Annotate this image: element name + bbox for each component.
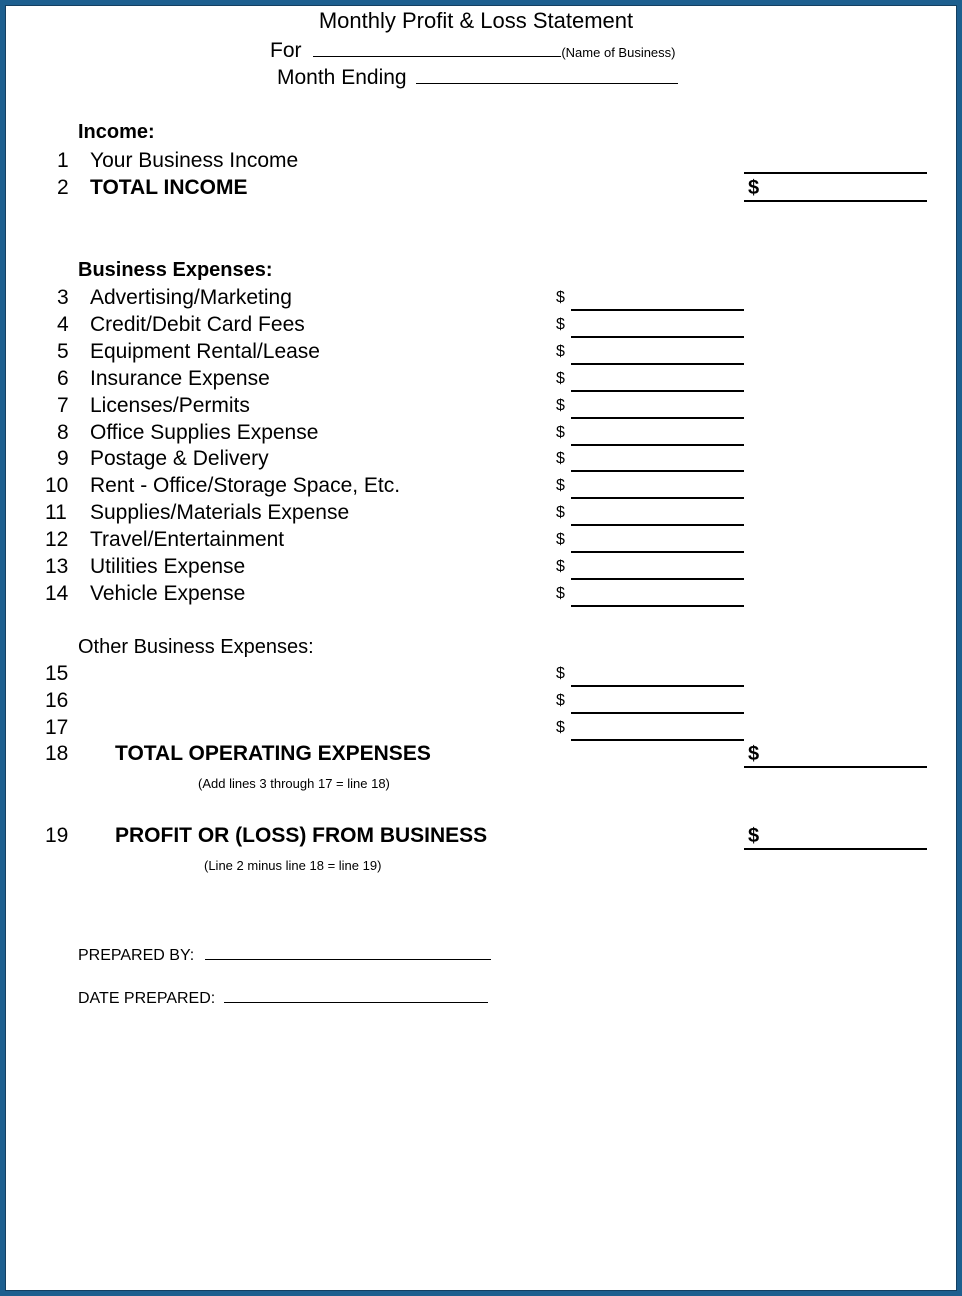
expense-currency: $ [556,316,565,333]
expense-amount-field[interactable] [571,578,744,580]
expense-currency: $ [556,424,565,441]
expense-label: Vehicle Expense [90,582,246,605]
expense-currency: $ [556,397,565,414]
for-label: For [270,39,302,62]
expense-currency: $ [556,343,565,360]
expense-label: Advertising/Marketing [90,286,292,309]
line-number: 7 [57,394,69,417]
expense-label: Licenses/Permits [90,394,250,417]
expense-amount-field[interactable] [571,417,744,419]
expense-amount-field[interactable] [571,605,744,607]
line-number: 5 [57,340,69,363]
income-field-line[interactable] [744,172,927,174]
line-number: 16 [45,689,69,712]
expense-label: Utilities Expense [90,555,246,578]
date-prepared-row [78,988,488,1008]
line-number: 13 [45,555,69,578]
expense-currency: $ [556,558,565,575]
profit-loss-currency: $ [748,825,760,847]
line-number: 4 [57,313,69,336]
line-number: 10 [45,474,69,497]
month-ending-row [277,66,678,90]
income-row-label: Your Business Income [90,149,299,172]
expense-currency: $ [556,477,565,494]
business-name-hint: (Name of Business) [561,45,676,60]
line-number: 6 [57,367,69,390]
line-number: 2 [57,176,69,199]
total-income-label: TOTAL INCOME [90,176,248,199]
expense-amount-field[interactable] [571,470,744,472]
other-expense-amount-field[interactable] [571,712,744,714]
expense-currency: $ [556,504,565,521]
line-number: 9 [57,447,69,470]
total-operating-note: (Add lines 3 through 17 = line 18) [198,776,390,791]
expense-label: Rent - Office/Storage Space, Etc. [90,474,401,497]
other-expense-amount-field[interactable] [571,685,744,687]
business-expenses-heading: Business Expenses: [78,259,273,281]
expense-currency: $ [556,450,565,467]
business-name-field[interactable] [313,40,561,57]
other-expense-currency: $ [556,692,565,709]
expense-amount-field[interactable] [571,497,744,499]
expense-amount-field[interactable] [571,444,744,446]
other-expense-currency: $ [556,719,565,736]
expense-amount-field[interactable] [571,551,744,553]
expense-label: Credit/Debit Card Fees [90,313,305,336]
expense-label: Insurance Expense [90,367,270,390]
month-ending-label: Month Ending [277,66,407,89]
expense-label: Postage & Delivery [90,447,269,470]
expense-amount-field[interactable] [571,524,744,526]
line-number: 8 [57,421,69,444]
line-number: 1 [57,149,69,172]
page-title: Monthly Profit & Loss Statement [318,8,634,33]
line-number: 18 [45,742,69,765]
total-operating-field[interactable] [744,766,927,768]
expense-currency: $ [556,370,565,387]
other-expenses-heading: Other Business Expenses: [78,636,314,658]
prepared-by-label: PREPARED BY: [78,947,195,964]
expense-label: Travel/Entertainment [90,528,285,551]
expense-amount-field[interactable] [571,309,744,311]
date-prepared-label: DATE PREPARED: [78,990,216,1007]
total-operating-currency: $ [748,743,760,765]
expense-currency: $ [556,531,565,548]
expense-currency: $ [556,289,565,306]
total-income-field[interactable] [744,200,927,202]
line-number: 11 [45,501,67,524]
total-operating-expenses-label: TOTAL OPERATING EXPENSES [115,742,431,765]
line-number: 14 [45,582,69,605]
profit-loss-field[interactable] [744,848,927,850]
profit-loss-label: PROFIT OR (LOSS) FROM BUSINESS [115,824,488,847]
other-expense-currency: $ [556,665,565,682]
expense-amount-field[interactable] [571,336,744,338]
expense-label: Equipment Rental/Lease [90,340,320,363]
month-ending-field[interactable] [416,67,678,84]
line-number: 19 [45,824,69,847]
other-expense-amount-field[interactable] [571,739,744,741]
expense-label: Office Supplies Expense [90,421,319,444]
line-number: 17 [45,716,69,739]
line-number: 3 [57,286,69,309]
expense-amount-field[interactable] [571,390,744,392]
expense-amount-field[interactable] [571,363,744,365]
expense-label: Supplies/Materials Expense [90,501,350,524]
prepared-by-row [78,945,491,965]
total-income-currency: $ [748,177,760,199]
date-prepared-field[interactable] [224,988,488,1003]
expense-currency: $ [556,585,565,602]
line-number: 12 [45,528,69,551]
profit-loss-note: (Line 2 minus line 18 = line 19) [204,858,382,873]
income-heading: Income: [78,121,155,143]
for-row [270,39,676,63]
prepared-by-field[interactable] [205,945,491,960]
line-number: 15 [45,662,69,685]
